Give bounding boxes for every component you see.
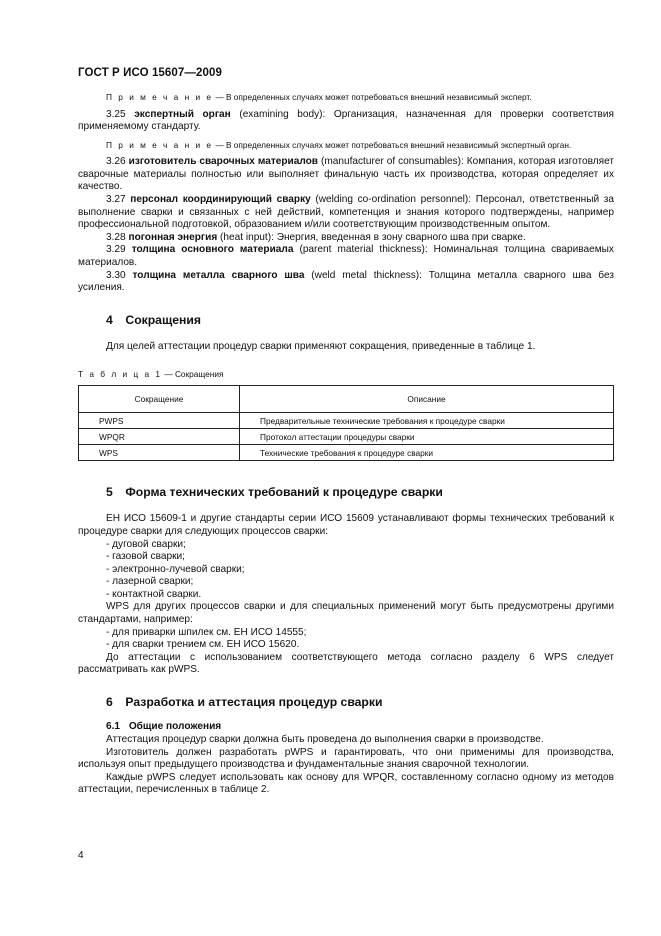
abbreviation-cell: WPS — [79, 445, 240, 461]
section-5-paragraph: WPS для других процессов сварки и для специальных применений могут быть предусмотрены другими стандартами, например: — [78, 601, 614, 626]
table-caption-text: — Сокращения — [162, 369, 224, 380]
section-6-paragraph: Каждые pWPS следует использовать как основу для WPQR, составленному согласно одному из методов аттестации, перечисленных в таблице 2. — [78, 771, 614, 796]
section-number: 6 — [106, 695, 113, 710]
page-number: 4 — [78, 850, 84, 861]
subsection-title: Общие положения — [128, 721, 222, 733]
table-row — [79, 413, 614, 429]
term-3-26 — [78, 156, 614, 194]
term-definition: (welding co-ordination personnel): Персонал, ответственный за выполнение сварки и связанных с ней действий, компетенция и знания которого подтверждены, например профессиональной подготовкой, образованием и/или соответствующим производственным опытом. — [78, 193, 614, 231]
term-number: 3.26 — [106, 156, 126, 168]
term-definition: (weld metal thickness): Толщина металла сварного шва без усиления. — [78, 269, 614, 294]
table-header-row — [79, 386, 614, 413]
term-name: толщина металла сварного шва — [132, 269, 305, 281]
list-item: - газовой сварки; — [106, 551, 185, 563]
section-5-paragraph: До аттестации с использованием соответствующего метода согласно разделу 6 WPS следует рассматривать как pWPS. — [78, 651, 614, 676]
column-header-description: Описание — [240, 386, 614, 413]
term-definition: (manufacturer of consumables): Компания, которая изготовляет сварочные материалы полностью или выполняет финальную часть их производства, которая определяет их качество. — [78, 156, 614, 193]
term-name: толщина основного материала — [131, 244, 294, 256]
abbreviations-table — [78, 385, 614, 461]
term-number: 3.27 — [106, 193, 126, 205]
document-header: ГОСТ Р ИСО 15607—2009 — [78, 67, 223, 79]
description-cell: Протокол аттестации процедуры сварки — [240, 429, 614, 445]
note-paragraph — [78, 91, 614, 104]
term-name: экспертный орган — [134, 108, 231, 120]
section-number: 4 — [106, 312, 113, 327]
column-header-abbreviation: Сокращение — [79, 386, 240, 413]
term-definition: (examining body): Организация, назначенная для проверки соответствия применяемому стандарту. — [78, 108, 615, 133]
note-text: — В определенных случаях может потребоваться внешний независимый эксперт. — [213, 92, 532, 102]
note-label: П р и м е ч а н и е — [106, 92, 214, 102]
term-3-25 — [78, 109, 614, 134]
section-6-paragraph: Изготовитель должен разработать pWPS и гарантировать, что они применимы для производства, используя опыт предыдущего производства и фундаментальные знания сварочной технологии. — [78, 746, 614, 771]
note-paragraph — [78, 139, 614, 152]
term-definition: (heat input): Энергия, введенная в зону сварного шва при сварке. — [217, 231, 526, 243]
description-cell: Технические требования к процедуре сварки — [240, 445, 614, 461]
section-title: Форма технических требований к процедуре сварки — [125, 485, 443, 500]
description-cell: Предварительные технические требования к процедуре сварки — [240, 413, 614, 429]
term-number: 3.30 — [106, 269, 126, 281]
abbreviation-cell: WPQR — [79, 429, 240, 445]
table-row — [79, 429, 614, 445]
note-label: П р и м е ч а н и е — [106, 139, 214, 150]
term-3-29 — [78, 244, 614, 269]
term-3-27 — [78, 194, 614, 232]
subsection-6-1-heading — [106, 721, 614, 732]
table-row — [79, 445, 614, 461]
term-name: погонная энергия — [128, 231, 218, 243]
list-item: - для сварки трением см. ЕН ИСО 15620. — [106, 639, 300, 651]
term-name: изготовитель сварочных материалов — [128, 156, 319, 168]
section-5-heading — [106, 485, 614, 499]
list-item: - электронно-лучевой сварки; — [106, 563, 245, 575]
section-6-heading — [106, 695, 614, 709]
section-6-paragraph: Аттестация процедур сварки должна быть проведена до выполнения сварки в производстве. — [106, 734, 544, 746]
section-4-intro: Для целей аттестации процедур сварки применяют сокращения, приведенные в таблице 1. — [106, 340, 536, 352]
term-definition: (parent material thickness): Номинальная толщина свариваемых материалов. — [78, 244, 614, 268]
term-3-28 — [78, 232, 614, 245]
subsection-number: 6.1 — [106, 721, 121, 733]
table-caption — [78, 369, 614, 379]
section-4-heading — [106, 313, 614, 327]
page-content — [78, 91, 614, 797]
section-5-paragraph: ЕН ИСО 15609-1 и другие стандарты серии ИСО 15609 устанавливают формы технических требований к процедуре сварки для следующих процессов сварки: — [78, 513, 614, 537]
section-title: Разработка и аттестация процедур сварки — [125, 695, 383, 710]
section-title: Сокращения — [125, 312, 201, 327]
note-text: — В определенных случаях может потребоваться внешний независимый экспертный орган. — [213, 139, 572, 150]
list-item: - лазерной сварки; — [106, 576, 194, 588]
term-number: 3.28 — [106, 231, 126, 243]
section-number: 5 — [106, 485, 113, 500]
abbreviation-cell: PWPS — [79, 413, 240, 429]
list-item: - дуговой сварки; — [106, 538, 186, 550]
list-item: - для приварки шпилек см. ЕН ИСО 14555; — [106, 626, 307, 638]
table-caption-label: Т а б л и ц а 1 — [78, 369, 163, 380]
term-3-30 — [78, 270, 614, 295]
term-name: персонал координирующий сварку — [130, 193, 311, 205]
list-item: - контактной сварки. — [106, 588, 202, 600]
term-number: 3.29 — [106, 244, 126, 256]
term-number: 3.25 — [106, 108, 126, 120]
